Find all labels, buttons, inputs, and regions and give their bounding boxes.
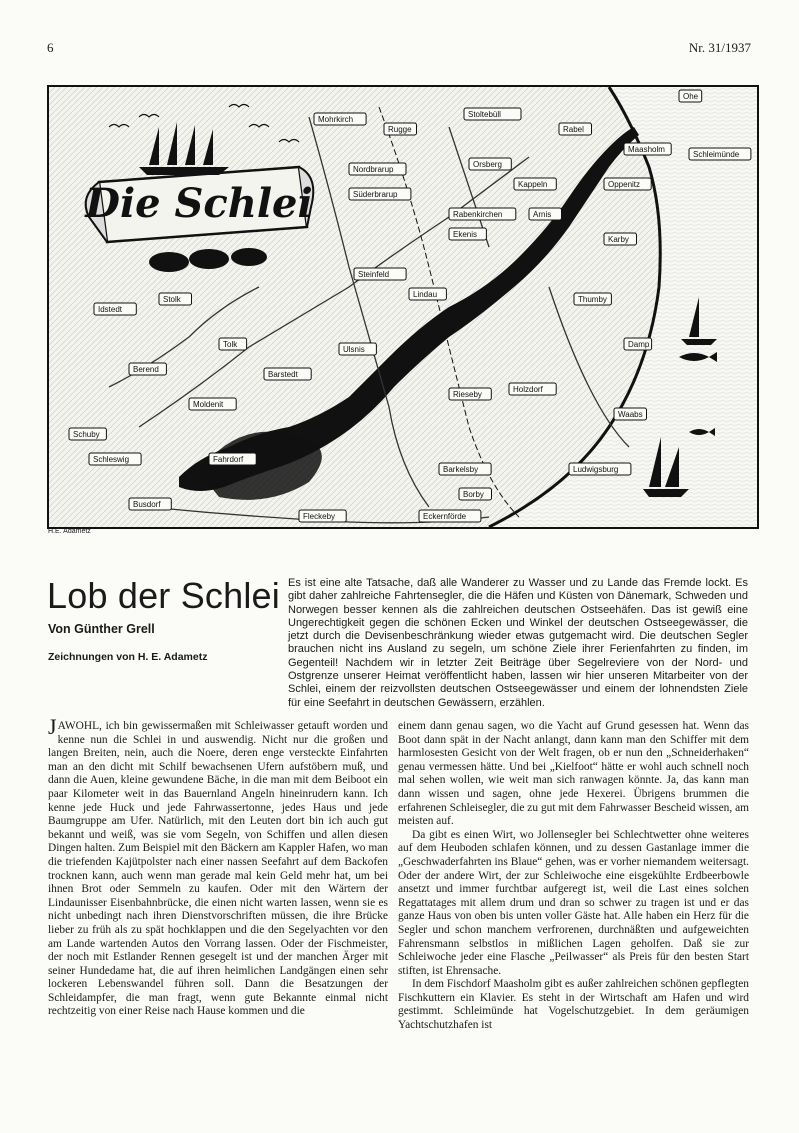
town-label <box>529 208 562 220</box>
svg-text:Schleimünde: Schleimünde <box>693 150 740 159</box>
svg-text:Ulsnis: Ulsnis <box>343 345 365 354</box>
town-label <box>94 303 136 315</box>
town-label <box>419 510 481 522</box>
svg-text:Kappeln: Kappeln <box>518 180 548 189</box>
town-label <box>129 363 166 375</box>
svg-text:Rabel: Rabel <box>563 125 584 134</box>
svg-text:Stolk: Stolk <box>163 295 181 304</box>
town-label <box>464 108 521 120</box>
svg-text:Fahrdorf: Fahrdorf <box>213 455 244 464</box>
town-label <box>569 463 631 475</box>
town-label <box>314 113 366 125</box>
town-label <box>409 288 446 300</box>
svg-text:Steinfeld: Steinfeld <box>358 270 390 279</box>
paragraph-text: AWOHL, ich bin gewissermaßen mit Schleiwasser getauft worden und kenne nun die Schlei in und auswendig. Nicht nur die großen und langen Breiten, nein, auch die Noere, deren enge versteckte Einfahrten man an den dicht mit Schilf bewachsenen Ufern aufstöbern muß, und dann die Auen, kleine gewundene Bäche, in die man mit dem Beiboot ein paar Kilometer weit in das Bauernland Angeln hineinrudern kann. Ich kenne jede Huck und jede Fahrwassertonne, jedes Haus und jede Baumgruppe am Ufer. Natürlich, mit den Leuten dort bin ich auch gut bekannt und weiß, was sie vom Segeln, von Schiffen und allen diesen Dingen halten. Zum Beispiel mit den Bäckern am Kappler Hafen, wo man die triefenden Kajütpolster nach einer nassen Seefahrt auf dem Backofen trocknen kann, auch wenn man gerade mal kein Geld mehr hat, um bei ihnen Brot oder Semmeln zu kaufen. Oder mit den Wärtern der Lindaunisser Eisenbahnbrücke, die einen nicht warten lassen, wenn sie es nicht unbedingt nach ihren Dienstvorschriften müssen, die ihre Brücke lieber zu früh als zu spät hochklappen und die den Segelyachten vor den am Lande wartenden Autos den Vorrang lassen. Oder der Fischmeister, der noch mit Estlander Rennen gesegelt ist und der manchen Ärger mit seiner Hundedame hat, die auf ihren heimlichen Landgängen einen sehr lockeren Lebenswandel führen soll. Dann die Besatzungen der Schleidampfer, die man fragt, wenn gute Bekannte einmal nicht rechtzeitig von einer Reise nach Hause kommen und die <box>48 720 388 1018</box>
town-label <box>624 143 671 155</box>
svg-text:Ohe: Ohe <box>683 92 699 101</box>
map-illustration <box>49 87 757 527</box>
svg-text:Waabs: Waabs <box>618 410 643 419</box>
town-label <box>514 178 556 190</box>
svg-text:Orsberg: Orsberg <box>473 160 502 169</box>
town-label <box>604 233 637 245</box>
svg-text:Maasholm: Maasholm <box>628 145 665 154</box>
svg-text:Nordbrarup: Nordbrarup <box>353 165 394 174</box>
town-label <box>349 163 406 175</box>
drop-cap: J <box>48 714 57 739</box>
svg-text:Damp: Damp <box>628 340 650 349</box>
town-label <box>624 338 652 350</box>
town-label <box>604 178 651 190</box>
svg-text:Ludwigsburg: Ludwigsburg <box>573 465 619 474</box>
town-label <box>69 428 106 440</box>
svg-text:Rabenkirchen: Rabenkirchen <box>453 210 503 219</box>
town-label <box>689 148 751 160</box>
paragraph: In dem Fischdorf Maasholm gibt es außer zahlreichen schönen gepflegten Fischkuttern ein Klavier. Es steht in der Wirtschaft am Hafen und wird gestimmt. Schleimünde hat Vogelschutzgebiet. In dem geräumigen Yachtschutzhafen ist <box>398 978 749 1032</box>
svg-text:Thumby: Thumby <box>578 295 607 304</box>
article-title: Lob der Schlei <box>47 575 280 616</box>
svg-text:Barstedt: Barstedt <box>268 370 298 379</box>
town-label <box>459 488 492 500</box>
town-label <box>89 453 141 465</box>
schlei-map <box>47 85 759 529</box>
town-label <box>219 338 247 350</box>
article-column-right <box>398 720 749 1033</box>
svg-text:Mohrkirch: Mohrkirch <box>318 115 354 124</box>
town-label <box>439 463 491 475</box>
svg-text:Holzdorf: Holzdorf <box>513 385 543 394</box>
svg-text:Barkelsby: Barkelsby <box>443 465 479 474</box>
town-label <box>449 228 486 240</box>
town-label <box>129 498 171 510</box>
town-label <box>614 408 647 420</box>
town-label <box>349 188 411 200</box>
town-label <box>264 368 311 380</box>
map-banner-title: Die Schlei <box>85 180 313 227</box>
town-label <box>299 510 346 522</box>
svg-text:Schleswig: Schleswig <box>93 455 130 464</box>
article-intro: Es ist eine alte Tatsache, daß alle Wanderer zu Wasser und zu Lande das Fremde lockt. Es gibt daher zahlreiche Fahrtensegler, die die Häfen und Küsten von Dänemark, Schweden und Norwegen besser kennen als die zahlreichen deutschen Ostseehäfen. Das ist gewiß eine Ungerechtigkeit gegen die schönen Ecken und Winkel der deutschen Ostseegewässer, die jetzt durch die Devisenbeschränkung wieder etwas gutgemacht wird. Die deutschen Segler brauchen nicht ins Ausland zu segeln, um schöne Ziele ihrer Ferienfahrten zu finden, im Gegenteil! Nachdem wir in letzter Zeit Beiträge über Segelreviere von der Nord- und Ostgrenze unserer Heimat veröffentlicht haben, lassen wir hier unseren Mitarbeiter von der Schlei, einem der reizvollsten deutschen Ostseegewässer und einem der lohnendsten Ziele für eine Seefahrt in deutschen Gewässern, erzählen. <box>288 577 748 709</box>
svg-text:Tolk: Tolk <box>223 340 238 349</box>
paragraph: Da gibt es einen Wirt, wo Jollensegler bei Schlechtwetter ohne weiteres auf dem Heuboden schlafen können, und zu dessen Gastanlage immer die „Geschwaderfahrten ins Blaue“ gehen, was er vorher niemandem weitersagt. Oder der andere Wirt, der zur Schleiwoche eine eisgekühlte Erdbeerbowle ansetzt und immer furchtbar aufgeregt ist, weil die Last eines solchen Regattatages mit allem drum und dran so schwer zu tragen ist und er das ganze Haus von oben bis unten voller Gäste hat. Alle haben ein Herz für die Segler und schon manchem verfrorenen, durchnäßten und aufgeweichten Fahrensmann selbstlos in mißlichen Lagen geholfen. Daß sie zur Schleiwoche jeder eine Flasche „Peilwasser“ als Preis für den besten Start stiften, ist Ehrensache. <box>398 828 749 977</box>
town-label <box>354 268 406 280</box>
paragraph: einem dann genau sagen, wo die Yacht auf Grund gesessen hat. Wenn das Boot dann spät in der Nacht anlangt, dann kann man den Schiffer mit dem harmlosesten Gesicht von der Welt fragen, ob er nun den „Schneiderhaken“ genau vermessen hätte. Und bei „Kielfoot“ hätte er wohl auch schnell noch mal sehen wollen, wie weit man sich ranwagen könnte. Ja, das kann man dann wissen und sagen, ohne jede Hexerei. Übrigens brummen die erfahrenen Schleisegler, die zu gut mit dem Fahrwasser Bescheid wissen, am meisten auf. <box>398 720 749 828</box>
town-label <box>384 123 417 135</box>
town-label <box>469 158 511 170</box>
town-label <box>159 293 192 305</box>
svg-text:Rieseby: Rieseby <box>453 390 482 399</box>
article-column-left <box>48 714 388 1019</box>
svg-text:Borby: Borby <box>463 490 484 499</box>
map-credit: H.E. Adametz <box>48 528 91 535</box>
town-label <box>574 293 611 305</box>
svg-text:Eckernförde: Eckernförde <box>423 512 467 521</box>
town-label <box>449 208 516 220</box>
page-number: 6 <box>47 40 54 55</box>
town-label <box>679 90 702 102</box>
paragraph <box>48 714 388 1019</box>
svg-text:Schuby: Schuby <box>73 430 100 439</box>
town-label <box>209 453 256 465</box>
svg-text:Arnis: Arnis <box>533 210 552 219</box>
svg-text:Busdorf: Busdorf <box>133 500 161 509</box>
town-label <box>559 123 592 135</box>
svg-text:Fleckeby: Fleckeby <box>303 512 336 521</box>
svg-text:Süderbrarup: Süderbrarup <box>353 190 398 199</box>
svg-text:Idstedt: Idstedt <box>98 305 123 314</box>
svg-text:Ekenis: Ekenis <box>453 230 478 239</box>
article-author: Von Günther Grell <box>48 622 155 636</box>
svg-text:Stoltebüll: Stoltebüll <box>468 110 501 119</box>
svg-text:Lindau: Lindau <box>413 290 438 299</box>
town-label <box>339 343 376 355</box>
svg-text:Karby: Karby <box>608 235 629 244</box>
town-label <box>189 398 236 410</box>
svg-text:Rugge: Rugge <box>388 125 412 134</box>
town-label <box>449 388 491 400</box>
svg-text:Berend: Berend <box>133 365 159 374</box>
town-label <box>509 383 556 395</box>
issue-number: Nr. 31/1937 <box>688 40 751 55</box>
article-illustrator: Zeichnungen von H. E. Adametz <box>48 651 208 663</box>
svg-text:Oppenitz: Oppenitz <box>608 180 641 189</box>
svg-text:Moldenit: Moldenit <box>193 400 224 409</box>
